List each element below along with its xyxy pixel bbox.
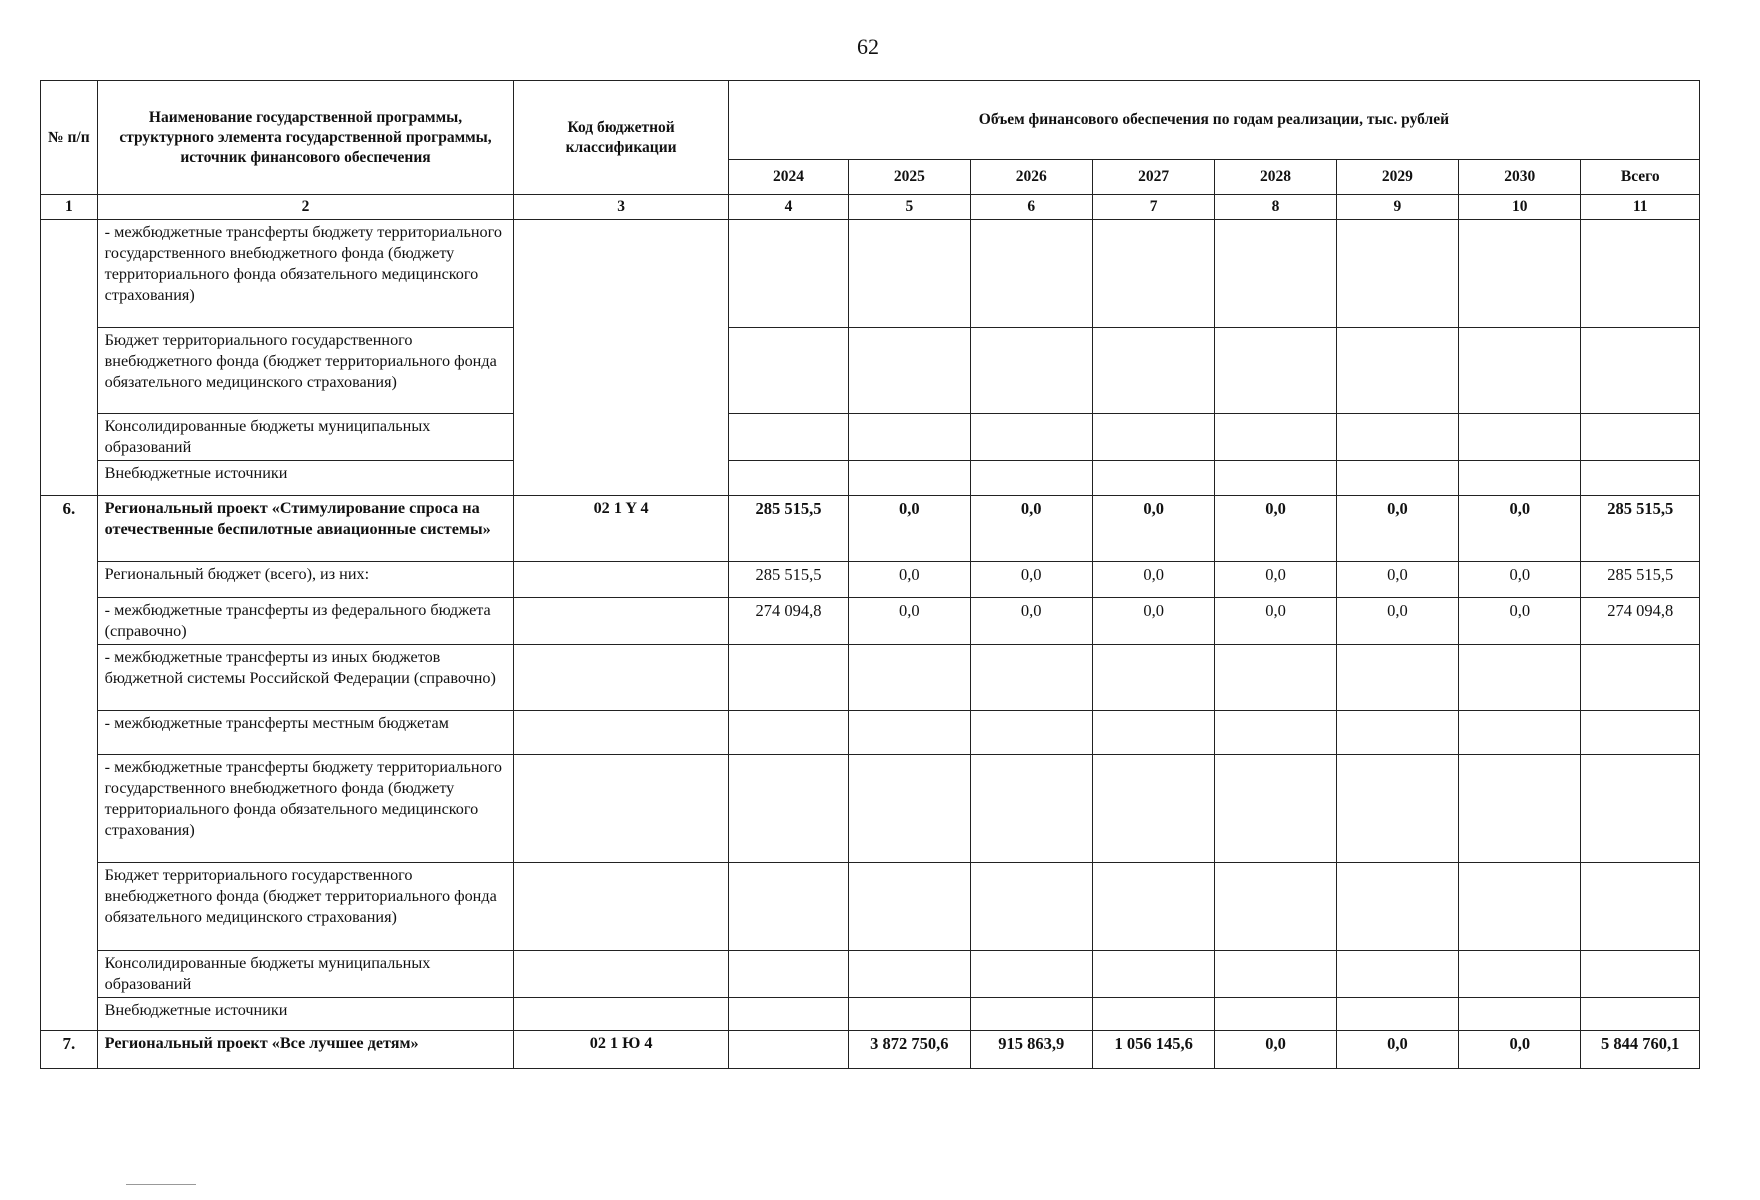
value-year xyxy=(849,461,970,496)
value-year: 285 515,5 xyxy=(728,496,848,562)
value-year xyxy=(1215,998,1336,1031)
value-year: 0,0 xyxy=(1215,1031,1336,1069)
value-year xyxy=(849,863,970,951)
row-name: - межбюджетные трансферты местным бюджетам xyxy=(97,711,514,755)
column-number: 9 xyxy=(1336,195,1458,220)
row-number xyxy=(41,220,98,496)
header-year: 2030 xyxy=(1459,160,1581,195)
table-row xyxy=(41,711,1700,755)
table-row xyxy=(41,998,1700,1031)
value-year: 0,0 xyxy=(849,562,970,598)
header-col-code: Код бюджетной классификации xyxy=(514,81,728,195)
column-number: 6 xyxy=(970,195,1092,220)
row-name: Региональный бюджет (всего), из них: xyxy=(97,562,514,598)
header-col-name: Наименование государственной программы, структурного элемента государственной программы, источник финансового обеспечения xyxy=(97,81,514,195)
value-total xyxy=(1581,414,1700,461)
table-row xyxy=(41,863,1700,951)
value-year xyxy=(1336,328,1458,414)
value-year: 0,0 xyxy=(1459,496,1581,562)
row-name: Региональный проект «Все лучшее детям» xyxy=(97,1031,514,1069)
header-year: 2024 xyxy=(728,160,848,195)
header-col-volume: Объем финансового обеспечения по годам реализации, тыс. рублей xyxy=(728,81,1699,160)
value-year xyxy=(1092,863,1214,951)
value-year xyxy=(1215,645,1336,711)
row-name: - межбюджетные трансферты из федерального бюджета (справочно) xyxy=(97,598,514,645)
row-name: Бюджет территориального государственного внебюджетного фонда (бюджет территориального фонда обязательного медицинского страхования) xyxy=(97,863,514,951)
column-number: 1 xyxy=(41,195,98,220)
row-name: Региональный проект «Стимулирование спроса на отечественные беспилотные авиационные системы» xyxy=(97,496,514,562)
value-year xyxy=(1092,414,1214,461)
row-name: Внебюджетные источники xyxy=(97,461,514,496)
row-code xyxy=(514,220,728,496)
table-row xyxy=(41,328,1700,414)
value-total xyxy=(1581,998,1700,1031)
value-year: 0,0 xyxy=(1092,598,1214,645)
value-total xyxy=(1581,220,1700,328)
value-year xyxy=(1459,220,1581,328)
table-row xyxy=(41,645,1700,711)
value-year xyxy=(1459,711,1581,755)
header-year: 2029 xyxy=(1336,160,1458,195)
value-year xyxy=(1092,951,1214,998)
column-number: 2 xyxy=(97,195,514,220)
header-year: 2028 xyxy=(1215,160,1336,195)
value-total xyxy=(1581,711,1700,755)
value-year xyxy=(728,998,848,1031)
row-code xyxy=(514,562,728,598)
value-year: 274 094,8 xyxy=(728,598,848,645)
table-row xyxy=(41,1031,1700,1069)
value-year: 3 872 750,6 xyxy=(849,1031,970,1069)
row-name: - межбюджетные трансферты из иных бюджетов бюджетной системы Российской Федерации (справочно) xyxy=(97,645,514,711)
header-total: Всего xyxy=(1581,160,1700,195)
value-year: 915 863,9 xyxy=(970,1031,1092,1069)
table-row xyxy=(41,598,1700,645)
bottom-line xyxy=(126,1184,196,1185)
value-year xyxy=(849,645,970,711)
table-row xyxy=(41,414,1700,461)
value-total xyxy=(1581,461,1700,496)
value-year xyxy=(849,220,970,328)
table-row xyxy=(41,496,1700,562)
value-year: 0,0 xyxy=(1092,562,1214,598)
row-name: - межбюджетные трансферты бюджету территориального государственного внебюджетного фонда (бюджету территориального фонда обязательного медицинского страхования) xyxy=(97,220,514,328)
value-year xyxy=(1215,220,1336,328)
value-year xyxy=(1336,711,1458,755)
value-year xyxy=(970,328,1092,414)
value-total xyxy=(1581,328,1700,414)
value-year xyxy=(1459,998,1581,1031)
value-total: 274 094,8 xyxy=(1581,598,1700,645)
value-year xyxy=(728,461,848,496)
value-year: 0,0 xyxy=(1459,598,1581,645)
value-year xyxy=(728,645,848,711)
value-total xyxy=(1581,863,1700,951)
value-total xyxy=(1581,755,1700,863)
column-number: 11 xyxy=(1581,195,1700,220)
value-year xyxy=(970,461,1092,496)
value-year xyxy=(1336,755,1458,863)
value-year xyxy=(1092,755,1214,863)
row-code: 02 1 Y 4 xyxy=(514,496,728,562)
value-year: 1 056 145,6 xyxy=(1092,1031,1214,1069)
table-body xyxy=(41,220,1700,1069)
value-year xyxy=(1336,998,1458,1031)
value-year: 0,0 xyxy=(1336,598,1458,645)
value-year: 0,0 xyxy=(849,496,970,562)
column-number: 10 xyxy=(1459,195,1581,220)
value-year xyxy=(1459,863,1581,951)
row-name: Бюджет территориального государственного внебюджетного фонда (бюджет территориального фонда обязательного медицинского страхования) xyxy=(97,328,514,414)
value-year xyxy=(849,711,970,755)
header-year: 2026 xyxy=(970,160,1092,195)
value-year xyxy=(1336,645,1458,711)
value-year xyxy=(1092,461,1214,496)
value-year xyxy=(728,755,848,863)
row-code xyxy=(514,645,728,711)
value-total: 285 515,5 xyxy=(1581,562,1700,598)
value-year xyxy=(1215,711,1336,755)
value-year: 0,0 xyxy=(1092,496,1214,562)
value-year xyxy=(1336,863,1458,951)
row-number: 7. xyxy=(41,1031,98,1069)
row-code xyxy=(514,998,728,1031)
value-year xyxy=(728,1031,848,1069)
value-year xyxy=(849,414,970,461)
value-total xyxy=(1581,951,1700,998)
value-year: 0,0 xyxy=(1336,496,1458,562)
value-year: 0,0 xyxy=(1215,496,1336,562)
value-year xyxy=(1092,645,1214,711)
row-code: 02 1 Ю 4 xyxy=(514,1031,728,1069)
value-year xyxy=(1459,755,1581,863)
table-row xyxy=(41,461,1700,496)
value-year: 0,0 xyxy=(970,496,1092,562)
value-year: 0,0 xyxy=(970,598,1092,645)
value-year xyxy=(1215,755,1336,863)
header-year: 2027 xyxy=(1092,160,1214,195)
value-year xyxy=(1459,461,1581,496)
row-name: Внебюджетные источники xyxy=(97,998,514,1031)
table-row xyxy=(41,562,1700,598)
value-year xyxy=(1092,328,1214,414)
value-year xyxy=(970,755,1092,863)
header-col-num: № п/п xyxy=(41,81,98,195)
row-name: Консолидированные бюджеты муниципальных образований xyxy=(97,414,514,461)
value-year: 285 515,5 xyxy=(728,562,848,598)
value-year xyxy=(1459,414,1581,461)
page-number: 62 xyxy=(857,34,879,59)
value-year: 0,0 xyxy=(1215,562,1336,598)
value-year xyxy=(1336,461,1458,496)
row-code xyxy=(514,711,728,755)
value-total xyxy=(1581,645,1700,711)
table-row xyxy=(41,220,1700,328)
value-year xyxy=(1215,951,1336,998)
table-row xyxy=(41,755,1700,863)
value-year xyxy=(728,414,848,461)
value-total: 285 515,5 xyxy=(1581,496,1700,562)
value-year xyxy=(1092,998,1214,1031)
value-year: 0,0 xyxy=(1336,562,1458,598)
header-year: 2025 xyxy=(849,160,970,195)
value-year xyxy=(970,414,1092,461)
value-year xyxy=(1459,951,1581,998)
value-year xyxy=(728,863,848,951)
value-year xyxy=(728,328,848,414)
financing-table xyxy=(40,80,1700,1069)
value-year xyxy=(1092,220,1214,328)
value-total: 5 844 760,1 xyxy=(1581,1031,1700,1069)
column-number: 5 xyxy=(849,195,970,220)
value-year xyxy=(1215,328,1336,414)
column-number: 7 xyxy=(1092,195,1214,220)
value-year: 0,0 xyxy=(849,598,970,645)
value-year xyxy=(1215,461,1336,496)
value-year: 0,0 xyxy=(1336,1031,1458,1069)
value-year xyxy=(1459,645,1581,711)
value-year xyxy=(1336,414,1458,461)
column-number: 3 xyxy=(514,195,728,220)
value-year xyxy=(1215,863,1336,951)
value-year xyxy=(970,863,1092,951)
value-year: 0,0 xyxy=(1459,562,1581,598)
value-year xyxy=(728,220,848,328)
value-year xyxy=(1459,328,1581,414)
value-year: 0,0 xyxy=(970,562,1092,598)
value-year xyxy=(728,951,848,998)
column-number: 4 xyxy=(728,195,848,220)
value-year xyxy=(849,998,970,1031)
row-code xyxy=(514,598,728,645)
value-year xyxy=(849,951,970,998)
row-code xyxy=(514,755,728,863)
value-year xyxy=(970,951,1092,998)
value-year xyxy=(728,711,848,755)
value-year xyxy=(1336,951,1458,998)
value-year xyxy=(1092,711,1214,755)
row-number: 6. xyxy=(41,496,98,1031)
value-year xyxy=(970,645,1092,711)
row-name: - межбюджетные трансферты бюджету территориального государственного внебюджетного фонда (бюджету территориального фонда обязательного медицинского страхования) xyxy=(97,755,514,863)
value-year xyxy=(1336,220,1458,328)
value-year xyxy=(849,328,970,414)
row-name: Консолидированные бюджеты муниципальных образований xyxy=(97,951,514,998)
column-number: 8 xyxy=(1215,195,1336,220)
value-year: 0,0 xyxy=(1215,598,1336,645)
value-year xyxy=(970,220,1092,328)
value-year xyxy=(970,711,1092,755)
row-code xyxy=(514,863,728,951)
table-row xyxy=(41,951,1700,998)
value-year xyxy=(1215,414,1336,461)
value-year xyxy=(849,755,970,863)
row-code xyxy=(514,951,728,998)
value-year xyxy=(970,998,1092,1031)
value-year: 0,0 xyxy=(1459,1031,1581,1069)
